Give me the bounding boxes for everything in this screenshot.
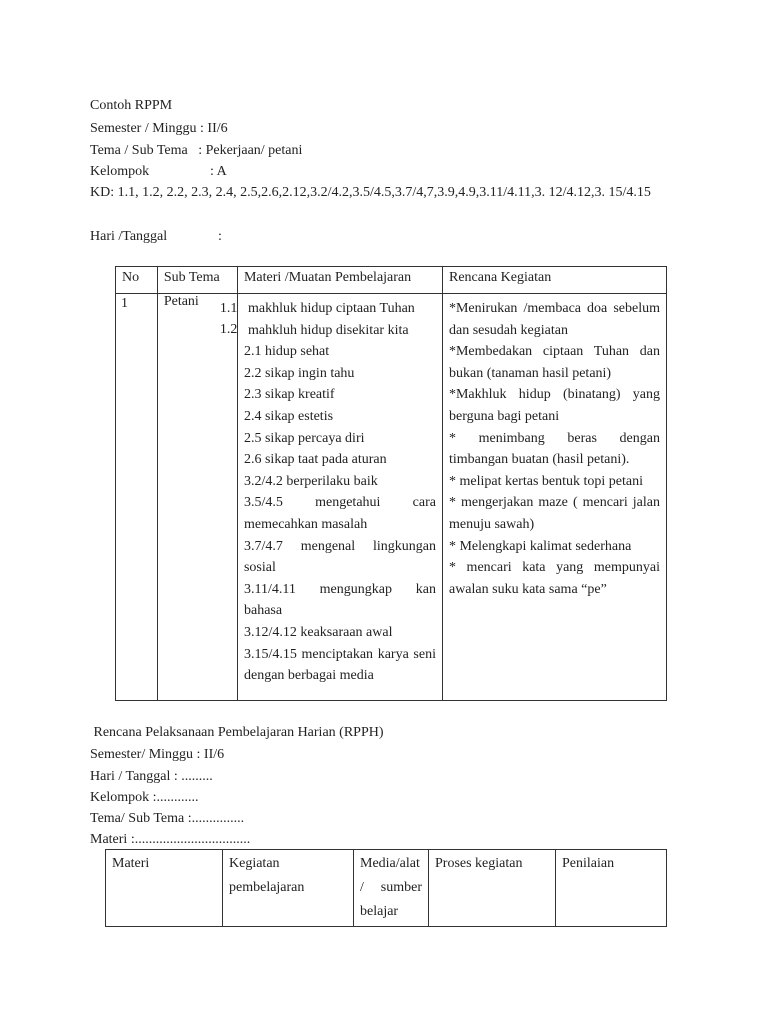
kelompok-label: Kelompok: [90, 164, 150, 179]
materi-item: 2.4 sikap estetis: [243, 408, 334, 424]
header-subtema: Sub Tema: [157, 267, 237, 294]
rppm-title: Contoh RPPM: [90, 98, 173, 113]
rpph-table: [105, 849, 667, 927]
materi-item: mahkluh hidup disekitar kita: [247, 322, 409, 338]
rppm-hari: [90, 227, 222, 247]
cell-materi: [237, 294, 442, 701]
rppm-kd: KD: 1.1, 1.2, 2.2, 2.3, 2.4, 2.5,2.6,2.12,3.2/4.2,3.5/4.5,3.7/4,7,3.9,4.9,3.11/4.11,3. 12/4.12,3. 15/4.15: [90, 185, 651, 200]
header-materi: Materi /Muatan Pembelajaran: [237, 267, 442, 294]
materi-item: 2.5 sikap percaya diri: [243, 430, 365, 446]
rppm-table-header: [116, 267, 667, 294]
kelompok-value: : A: [210, 164, 227, 179]
materi-item: 2.3 sikap kreatif: [243, 387, 335, 403]
rppm-table-row: [116, 294, 667, 701]
kegiatan-item: * melipat kertas bentuk topi petani: [448, 473, 643, 489]
materi-item: 3.12/4.12 keaksaraan awal: [243, 624, 393, 640]
header-materi: Materi: [106, 850, 223, 927]
kegiatan-item: * Melengkapi kalimat sederhana: [448, 538, 632, 554]
header-kegiatan: Rencana Kegiatan: [442, 267, 666, 294]
sub-number: 1.2: [219, 322, 238, 337]
rppm-tema: Tema / Sub Tema : Pekerjaan/ petani: [90, 143, 303, 158]
materi-item: 2.1 hidup sehat: [243, 344, 330, 360]
materi-item: 2.2 sikap ingin tahu: [243, 365, 355, 381]
subtema-name: Petani: [163, 294, 199, 309]
cell-kegiatan: [442, 294, 666, 701]
rpph-materi: Materi :.................................: [90, 832, 251, 847]
hari-label: Hari /Tanggal: [90, 229, 168, 244]
materi-item: 2.6 sikap taat pada aturan: [243, 452, 387, 468]
header-no: No: [116, 267, 158, 294]
materi-item: 3.5/4.5 mengetahui cara memecahkan masalah: [243, 495, 436, 532]
kegiatan-item: * mencari kata yang mempunyai awalan suku kata sama “pe”: [448, 560, 660, 597]
header-proses: Proses kegiatan: [429, 850, 556, 927]
cell-subtema: [157, 294, 237, 701]
kegiatan-item: *Menirukan /membaca doa sebelum dan sesudah kegiatan: [448, 301, 660, 338]
header-penilaian: Penilaian: [556, 850, 667, 927]
kegiatan-item: * menimbang beras dengan timbangan buatan (hasil petani).: [448, 430, 660, 468]
rpph-hari: Hari / Tanggal : .........: [90, 769, 213, 784]
header-kegiatan-pembelajaran: Kegiatan pembelajaran: [223, 850, 354, 927]
rpph-tema: Tema/ Sub Tema :...............: [90, 811, 245, 826]
header-media: Media/alat / sumber belajar: [354, 850, 429, 927]
rppm-kelompok: [90, 162, 227, 182]
rpph-kelompok: Kelompok :............: [90, 790, 199, 805]
materi-item: makhluk hidup ciptaan Tuhan: [247, 301, 415, 316]
hari-value: :: [218, 229, 222, 244]
rpph-table-header: [106, 850, 667, 927]
rpph-semester: Semester/ Minggu : II/6: [90, 747, 225, 762]
sub-number: 1.1: [219, 301, 238, 316]
rppm-table: [115, 266, 667, 701]
rppm-semester: Semester / Minggu : II/6: [90, 121, 228, 136]
materi-item: 3.2/4.2 berperilaku baik: [243, 473, 378, 489]
kegiatan-item: *Membedakan ciptaan Tuhan dan bukan (tanaman hasil petani): [448, 344, 660, 381]
rpph-title: Rencana Pelaksanaan Pembelajaran Harian (RPPH): [90, 725, 384, 740]
materi-item: 3.11/4.11 mengungkap kan bahasa: [243, 581, 436, 619]
kegiatan-item: *Makhluk hidup (binatang) yang berguna bagi petani: [448, 387, 660, 424]
cell-no: 1: [116, 294, 158, 701]
materi-item: 3.15/4.15 menciptakan karya seni dengan berbagai media: [243, 646, 436, 684]
kegiatan-item: * mengerjakan maze ( mencari jalan menuju sawah): [448, 495, 660, 532]
materi-item: 3.7/4.7 mengenal lingkungan sosial: [243, 538, 436, 576]
